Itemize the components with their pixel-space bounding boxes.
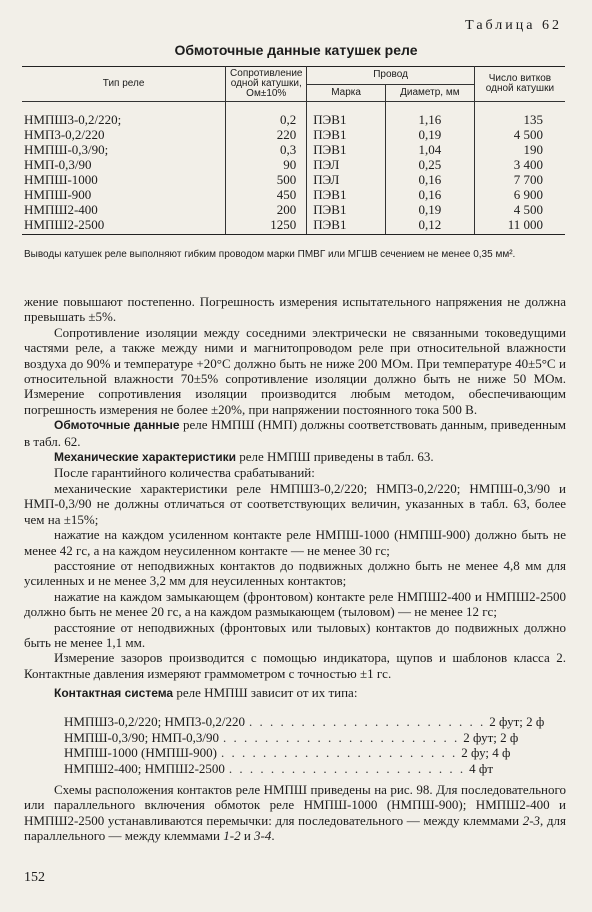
cell-turns: 190 [474,142,565,157]
cell-resistance: 450 [226,187,307,202]
terminal-ref: 1-2 [223,828,241,844]
table-number-label: Таблица 62 [465,18,562,33]
cell-turns: 7 700 [474,172,565,187]
paragraph-text: реле НМПШ приведены в табл. 63. [235,449,434,465]
cell-diameter: 0,16 [385,172,474,187]
paragraph-text: реле НМПШ (НМП) должны соответствовать данным, приведенным в табл. 62. [24,417,566,449]
list-item [64,761,534,777]
table-row [22,142,565,157]
table-footnote: Выводы катушек реле выполняют гибким проводом марки ПМВГ или МГШВ сечением не менее 0,35 мм². [24,249,516,260]
paragraph-heading: Механические характеристики [54,450,236,465]
cell-mark: ПЭЛ [307,157,386,172]
leader-dots: . . . . . . . . . . . . . . . . . . . . . . . [220,745,458,760]
terminal-ref: 2-3 [522,812,541,828]
cell-turns: 6 900 [474,187,565,202]
paragraph-text: Схемы расположения контактов реле НМПШ приведены на рис. 98. Для последовательного или параллельного включения обмоток реле НМПШ-1000 (НМПШ-900); НМПШ2-400 и НМПШ2-2500 устанавливаются перемычки: для последовательного — между клеммами [24,782,566,828]
cell-mark: ПЭВ1 [307,102,386,128]
paragraph: нажатие на каждом усиленном контакте реле НМПШ-1000 (НМПШ-900) должно быть не менее 42 гс, а на каждом неусиленном контакте — не менее 30 гс; [24,527,566,558]
contact-system-list [64,714,545,776]
cell-type: НМПШ2-400 [22,202,226,217]
paragraph: жение повышают постепенно. Погрешность измерения испытательного напряжения не должна превышать ±5%. [24,294,566,325]
cell-resistance: 0,3 [226,142,307,157]
paragraph [24,782,566,844]
page-number: 152 [24,870,45,885]
cell-diameter: 0,25 [385,157,474,172]
header-mark: Марка [307,84,386,102]
table-row [22,187,565,202]
body-text [24,294,566,702]
header-turns: Число витков одной катушки [474,67,565,102]
cell-diameter: 1,04 [385,142,474,157]
table-row [22,217,565,235]
relay-types: НМПШ-0,3/90; НМП-0,3/90 [64,729,220,745]
cell-type: НМПШ-900 [22,187,226,202]
cell-resistance: 90 [226,157,307,172]
terminal-ref: 3-4 [254,828,272,844]
cell-type: НМПШ-1000 [22,172,226,187]
paragraph: расстояние от неподвижных контактов до подвижных должно быть не менее 4,8 мм для усиленных и не менее 3,2 мм для неусиленных контактов; [24,557,566,589]
contact-config: 2 фут; 2 ф [463,729,519,745]
leader-dots: . . . . . . . . . . . . . . . . . . . . . . . [223,729,460,745]
cell-turns: 11 000 [474,217,565,235]
cell-type: НМПШ3-0,2/220; [22,102,226,128]
paragraph-text: . [271,828,275,844]
paragraph: После гарантийного количества срабатываний: [54,465,315,481]
table-title: Обмоточные данные катушек реле [174,42,418,58]
cell-resistance: 220 [226,127,307,142]
cell-mark: ПЭВ1 [307,187,386,202]
coil-data-table [22,66,565,235]
relay-types: НМПШ3-0,2/220; НМП3-0,2/220 [64,714,246,729]
cell-mark: ПЭЛ [307,172,386,187]
cell-diameter: 0,12 [385,217,474,235]
cell-turns: 4 500 [474,202,565,217]
cell-type: НМП3-0,2/220 [22,127,226,142]
header-wire: Провод [307,67,475,85]
contact-config: 4 фт [469,760,494,776]
paragraph-text: реле НМПШ зависит от их типа: [173,685,358,701]
list-item [64,730,534,746]
cell-mark: ПЭВ1 [307,142,386,157]
list-item [64,714,545,730]
paragraph: Сопротивление изоляции между соседними электрически не связанными токоведущими частями реле, а также между ними и магнитопроводом реле при относительной влажности воздуха до 90% и температуре +20°С должно быть не ниже 200 МОм. При температуре 40±5°С и относительной влажности 70±5% сопротивление изоляции должно быть не ниже 50 МОм. Измерение сопротивления изоляции производится любым методом, обеспечивающим погрешность измерения не более ±20%, при напряжении постоянного тока 500 В. [24,324,566,417]
relay-types: НМПШ2-400; НМПШ2-2500 [64,760,225,776]
paragraph: механические характеристики реле НМПШ3-0,2/220; НМП3-0,2/220; НМПШ-0,3/90 и НМП-0,3/90 не должны отличаться от соответствующих величин, указанных в табл. 63, более чем на ±15%; [24,480,566,527]
cell-type: НМП-0,3/90 [22,157,226,172]
table-row [22,202,565,217]
table-row [22,157,565,172]
leader-dots: . . . . . . . . . . . . . . . . . . . . . . . [228,760,466,776]
paragraph-heading: Контактная система [54,686,174,701]
header-diameter: Диаметр, мм [385,84,474,102]
table-row [22,172,565,187]
paragraph [24,449,566,465]
cell-mark: ПЭВ1 [307,127,386,142]
cell-diameter: 0,19 [385,202,474,217]
cell-diameter: 1,16 [385,102,474,128]
paragraph-text: и [240,828,255,844]
cell-mark: ПЭВ1 [307,217,386,235]
paragraph: Измерение зазоров производится с помощью индикатора, щупов и шаблонов класса 2. Контактные давления измеряют граммометром с точностью ±1 гс. [24,650,566,681]
cell-type: НМПШ2-2500 [22,217,226,235]
cell-type: НМПШ-0,3/90; [22,142,226,157]
paragraph: нажатие на каждом замыкающем (фронтовом) контакте реле НМПШ2-400 и НМПШ2-2500 должно быть не менее 20 гс, а на каждом размыкающем (тыловом) — не менее 12 гс; [24,588,566,620]
cell-diameter: 0,19 [385,127,474,142]
paragraph-heading: Обмоточные данные [54,418,180,433]
cell-diameter: 0,16 [385,187,474,202]
relay-types: НМПШ-1000 (НМПШ-900) [64,745,217,760]
cell-turns: 4 500 [474,127,565,142]
header-type: Тип реле [22,67,226,102]
cell-turns: 3 400 [474,157,565,172]
cell-turns: 135 [474,102,565,128]
list-item [64,745,534,761]
cell-resistance: 0,2 [226,102,307,128]
table-row [22,102,565,128]
cell-mark: ПЭВ1 [307,202,386,217]
paragraph [24,417,566,449]
contact-config: 2 фу; 4 ф [461,745,511,760]
cell-resistance: 500 [226,172,307,187]
leader-dots: . . . . . . . . . . . . . . . . . . . . . . . [249,714,486,729]
body-text-bottom [24,782,566,844]
contact-config: 2 фут; 2 ф [489,714,545,729]
paragraph-text: , для параллельного — между клеммами [24,812,566,844]
table-row [22,127,565,142]
paragraph: расстояние от неподвижных (фронтовых или тыловых) контактов до подвижных должно быть не менее 1,1 мм. [24,619,566,650]
cell-resistance: 200 [226,202,307,217]
header-resistance: Сопротивление одной катушки, Ом±10% [226,67,307,102]
paragraph [24,685,566,701]
cell-resistance: 1250 [226,217,307,235]
